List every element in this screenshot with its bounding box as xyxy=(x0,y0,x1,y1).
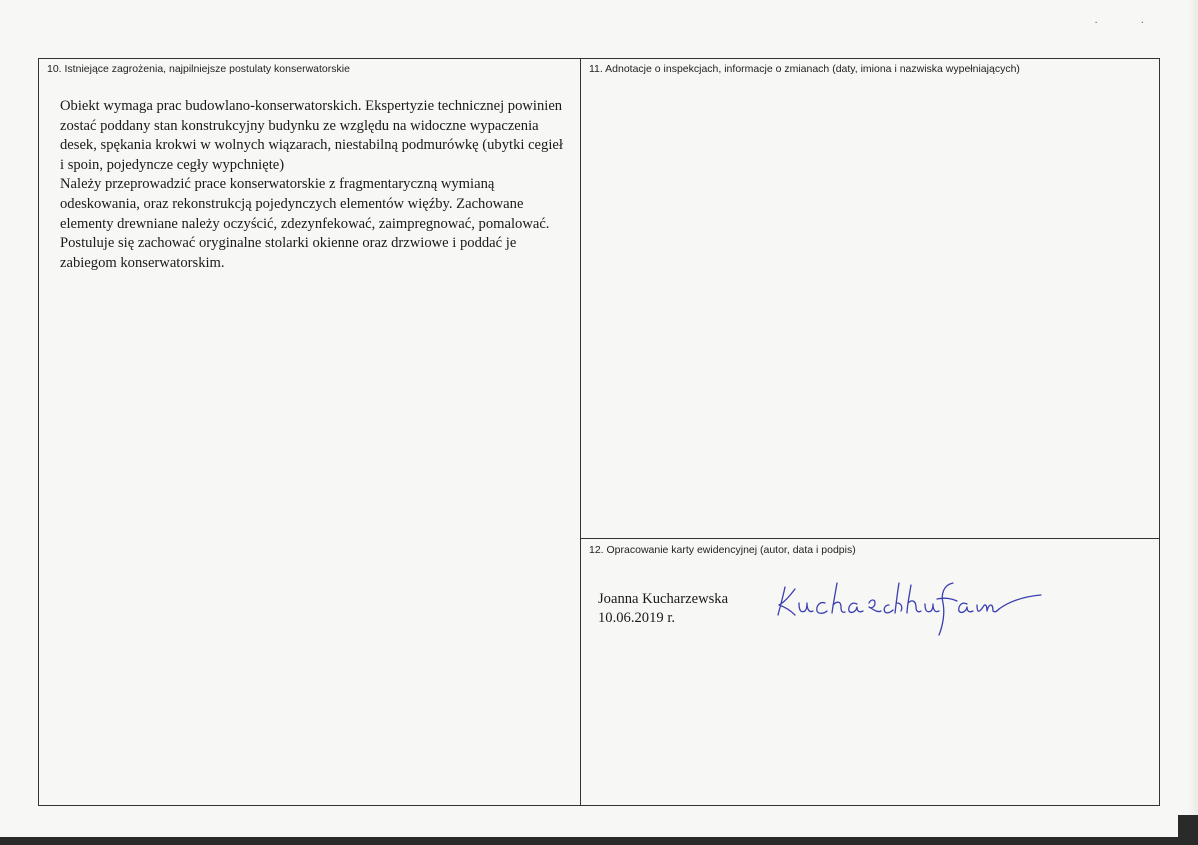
scan-dust-marks: · · xyxy=(1094,18,1164,29)
section-12-card-preparation xyxy=(581,539,1159,805)
author-name: Joanna Kucharzewska xyxy=(598,591,729,607)
evidence-card-form xyxy=(38,58,1160,806)
section-12-heading: 12. Opracowanie karty ewidencyjnej (autor, data i podpis) xyxy=(589,544,856,556)
handwritten-signature xyxy=(771,577,1061,637)
scan-bottom-edge xyxy=(0,837,1198,845)
section-10-threats-postulates xyxy=(39,59,581,805)
sheet-edge xyxy=(1188,0,1198,845)
section-11-inspection-annotations xyxy=(581,59,1159,539)
section-10-heading: 10. Istniejące zagrożenia, najpilniejsze postulaty konserwatorskie xyxy=(47,63,350,75)
preparation-date: 10.06.2019 r. xyxy=(598,610,676,626)
section-10-paragraph-2: Należy przeprowadzić prace konserwatorskie z fragmentaryczną wymianą odeskowania, oraz rekonstrukcją pojedynczych elementów więźby. Zachowane elementy drewniane należy oczyścić, zdezynfekować, zaimpregnować, pomalować. Postuluje się zachować oryginalne stolarki okienne oraz drzwiowe i poddać je zabiegom konserwatorskim. xyxy=(60,176,550,271)
section-10-paragraph-1: Obiekt wymaga prac budowlano-konserwatorskich. Ekspertyzie technicznej powinien zostać poddany stan konstrukcyjny budynku ze względu na widoczne wypaczenia desek, spękania krokwi w wolnych wiązarach, niestabilną podmurówkę (ubytki cegieł i spoin, pojedyncze cegły wypchnięte) xyxy=(60,98,563,173)
section-10-content xyxy=(60,97,565,273)
author-block xyxy=(598,590,728,628)
section-11-heading: 11. Adnotacje o inspekcjach, informacje o zmianach (daty, imiona i nazwiska wypełniających) xyxy=(589,63,1020,75)
